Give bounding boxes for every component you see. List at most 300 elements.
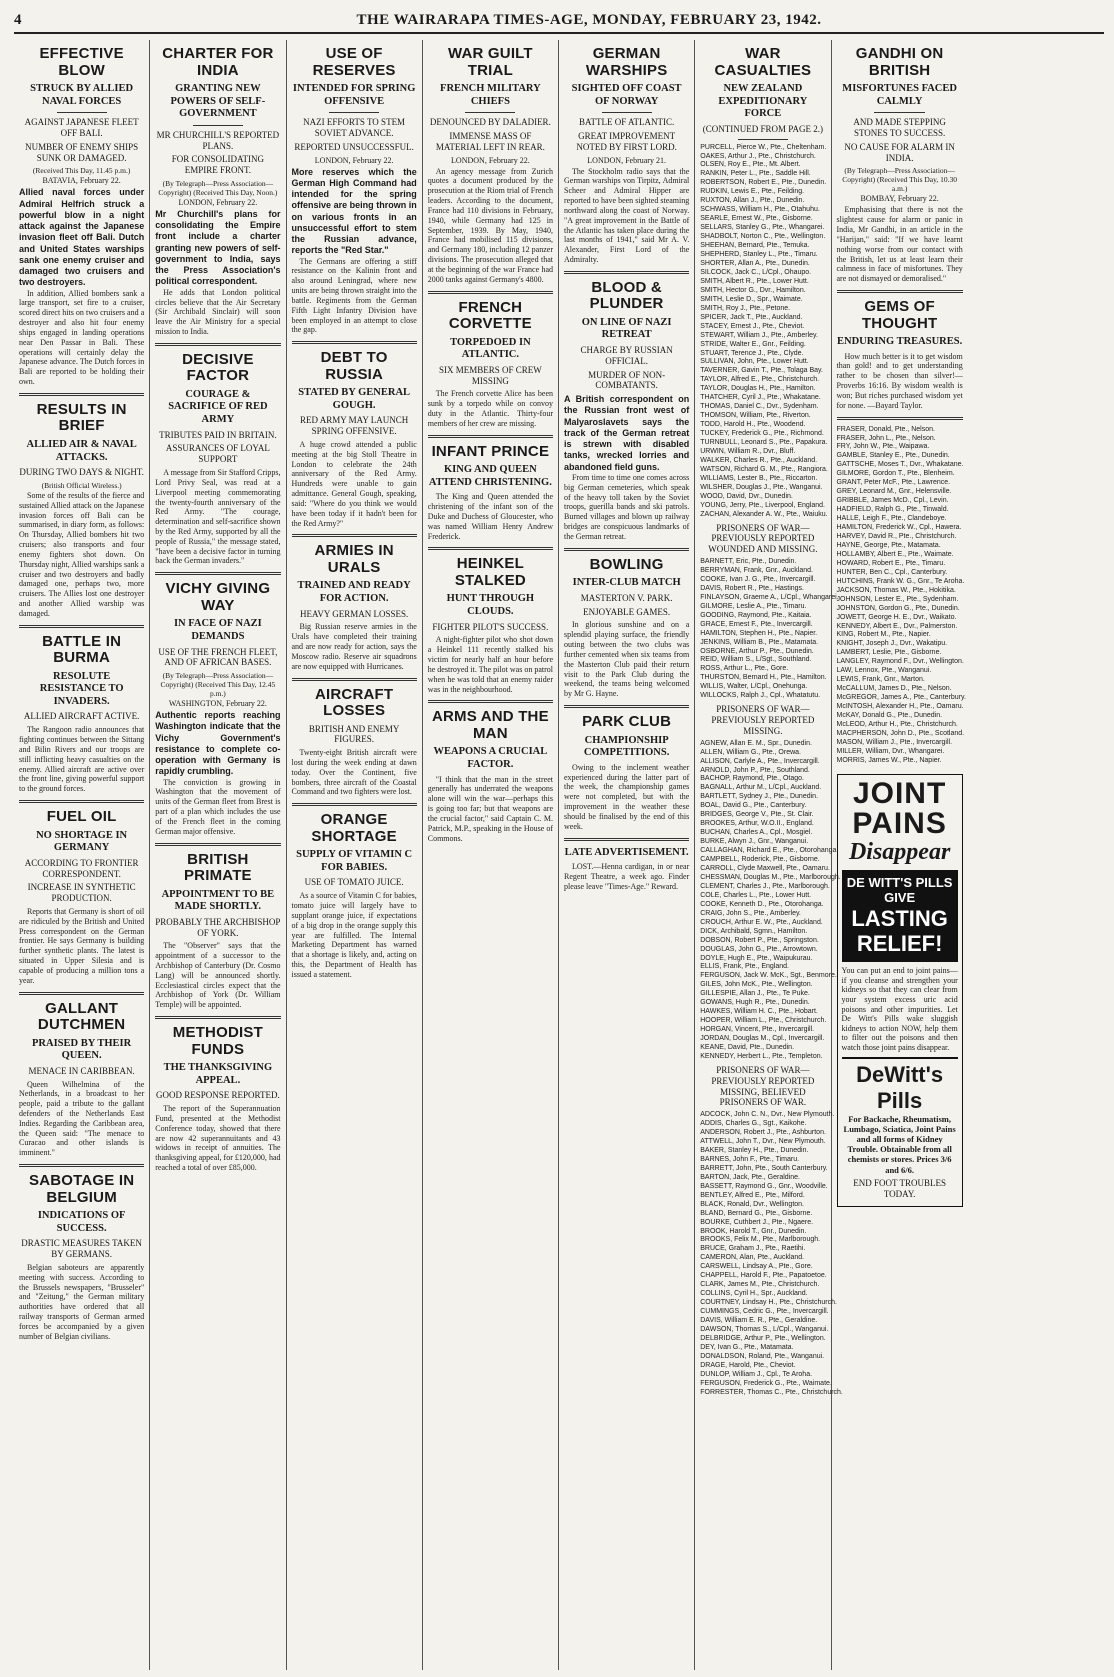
article-body: A message from Sir Stafford Cripps, Lord Privy Seal, was read at a Liverpool meeting commemorating the twenty-fourth anniversary of the Red Army. "The courage, determination and self-sacrifice shown by the Red Army, supported by all the people of Russia," the message stated, "have been a decisive factor in turning back the German invaders." — [155, 468, 281, 566]
list-item: COLLINS, Cyril H., Spr., Auckland. — [700, 1290, 808, 1298]
list-item: HAMILTON, Stephen H., Pte., Napier. — [700, 629, 818, 637]
article-body: The King and Queen attended the christening of the infant son of the Duke and Duchess of Gloucester, who was named William Henry Andrew Frederick. — [427, 492, 553, 541]
list-item: URWIN, William R., Dvr., Bluff. — [700, 447, 796, 455]
subheadline: TRAINED AND READY FOR ACTION. — [297, 580, 411, 605]
list-item: OAKES, Arthur J., Pte., Christchurch. — [700, 152, 816, 160]
deck: ALLIED AIRCRAFT ACTIVE. — [23, 711, 140, 722]
dateline: LONDON, February 22. — [178, 197, 258, 207]
divider — [155, 343, 280, 346]
deck: MURDER OF NON-COMBATANTS. — [588, 369, 666, 391]
lead-paragraph: Allied naval forces under Admiral Helfrich struck a powerful blow in a night attack against the Japanese invasion fleet off Bali. Dutch and United States warships sank one enemy cruiser and damaged two cruisers and two destroyers. — [19, 187, 145, 288]
list-item: FERGUSON, Frederick G., Pte., Waimate. — [700, 1379, 832, 1387]
casualty-list-4 — [700, 1111, 843, 1398]
deck: PROBABLY THE ARCHBISHOP OF YORK. — [155, 916, 281, 938]
headline: INFANT PRINCE — [431, 442, 550, 460]
subheadline: TORPEDOED IN ATLANTIC. — [450, 336, 531, 361]
list-item: AGNEW, Allan E. M., Spr., Dunedin. — [700, 739, 812, 747]
list-item: SILCOCK, Jack C., L/Cpl., Ohaupo. — [700, 268, 812, 276]
list-item: McCALLUM, James D., Pte., Nelson. — [836, 685, 952, 693]
article-body: The "Observer" says that the appointment of a successor to the Archbishop of Canterbury (Dr. Cosmo Lang) will be announced shortly. Ecclesiastical circles expect that the Archbishop of York (Dr. William Temple) will be appointed. — [155, 941, 281, 1010]
headline: BRITISH PRIMATE — [183, 850, 252, 885]
divider — [19, 800, 144, 803]
list-item: WALKER, Charles R., Pte., Auckland. — [700, 456, 818, 464]
credit-line: (British Official Wireless.) — [41, 480, 122, 490]
deck: MASTERTON V. PARK. — [580, 592, 673, 603]
divider — [292, 341, 417, 344]
list-item: WATSON, Richard G. M., Pte., Rangiora. — [700, 465, 828, 473]
list-item: GATTSCHE, Moses T., Dvr., Whakatane. — [836, 461, 964, 469]
list-item: ALLEN, William G., Pte., Orewa. — [700, 748, 801, 756]
ad-tagline: Disappear — [848, 838, 951, 865]
list-item: TODD, Harold H., Pte., Woodend. — [700, 421, 806, 429]
casualty-list-1 — [700, 143, 828, 520]
headline: GERMAN WARSHIPS — [585, 45, 668, 79]
deck: NAZI EFFORTS TO STEM SOVIET ADVANCE. — [303, 117, 406, 138]
deck: FIGHTER PILOT'S SUCCESS. — [432, 621, 549, 632]
headline: BOWLING — [589, 555, 664, 573]
headline: ORANGE SHORTAGE — [311, 811, 397, 845]
dateline: LONDON, February 22. — [451, 155, 530, 165]
headline: FUEL OIL — [46, 808, 117, 826]
headline: GANDHI ON BRITISH — [855, 45, 944, 79]
lead-paragraph: A British correspondent on the Russian front west of Malyaroslavets says the track of the German retreat is strewn with disabled tanks, wrecked lorries and abandoned field guns. — [564, 394, 690, 472]
list-item: STACEY, Ernest J., Pte., Cheviot. — [700, 322, 805, 330]
deck: NUMBER OF ENEMY SHIPS SUNK OR DAMAGED. — [25, 141, 139, 163]
article-body: Emphasising that there is not the slightest cause for alarm or panic in India, Mr Gandhi, in an article in the "Harijan," said: "If we have learnt nothing worse from our contact with the British, let us at least learn their calmness in face of misfortunes. They are not dismayed or demoralised." — [836, 205, 963, 284]
list-item: BOAL, David G., Pte., Canterbury. — [700, 802, 807, 810]
deck: DRASTIC MEASURES TAKEN BY GERMANS. — [21, 1238, 142, 1260]
list-item: LAW, Lennox, Pte., Wanganui. — [836, 667, 932, 675]
article-body: "I think that the man in the street generally has underrated the weapons alone will win the war—perhaps this is going too far; but that weapons are the crucial factor," said Captain C. M. Patrick, M.P., speaking in the House of Commons. — [427, 774, 553, 843]
article-body: The Stockholm radio says that the German warships von Tirpitz, Admiral Scheer and Admiral Hipper are reported to have been sighted steaming northward along the coast of Norway. "A great improvement in the Battle of the Atlantic has taken place during the last months of 1941," said Mr A. V. Alexander, First Lord of the Admiralty. — [564, 166, 690, 265]
list-item: PURCELL, Pierce W., Pte., Cheltenham. — [700, 143, 827, 151]
list-item: SELLARS, Stanley G., Pte., Whangarei. — [700, 224, 825, 232]
list-item: HOLLAMBY, Albert E., Pte., Waimate. — [836, 550, 954, 558]
casualty-list-3 — [700, 739, 841, 1062]
deck: (CONTINUED FROM PAGE 2.) — [702, 123, 823, 134]
headline: VICHY GIVING WAY — [165, 580, 271, 614]
headline: SABOTAGE IN BELGIUM — [28, 1172, 135, 1206]
list-item: BARTLETT, Sydney J., Pte., Dunedin. — [700, 793, 819, 801]
subheadline: RESOLUTE RESISTANCE TO INVADERS. — [39, 670, 124, 707]
list-item: FRY, John W., Pte., Waipawa. — [836, 443, 930, 451]
list-item: THOMAS, Daniel C., Dvr., Sydenham. — [700, 403, 819, 411]
list-item: DONALDSON, Roland, Pte., Wanganui. — [700, 1352, 825, 1360]
article-body: How much better is it to get wisdom than gold! and to get understanding rather to be chosen than silver!—Proverbs 16:16. By wisdom wealth is won; But riches purchased wisdom yet for none. —Bayard Taylor. — [836, 351, 963, 410]
list-item: BRIDGES, George V., Pte., St. Clair. — [700, 811, 814, 819]
list-item: KENNEDY, Albert E., Dvr., Palmerston. — [836, 622, 958, 630]
divider — [564, 271, 689, 274]
classified-ad: LOST.—Henna cardigan, in or near Regent Theatre, a week ago. Finder please leave "Times-Age." Reward. — [564, 862, 690, 891]
article-body: The French corvette Alice has been sunk by a torpedo while on convoy duty in the Atlantic. Thirty-four members of her crew are missing. — [427, 389, 553, 428]
list-item: BARTON, Jack, Pte., Geraldine. — [700, 1173, 800, 1181]
headline: USE OF RESERVES — [312, 45, 396, 79]
list-item: STRIDE, Walter E., Gnr., Feilding. — [700, 340, 806, 348]
deck: INCREASE IN SYNTHETIC PRODUCTION. — [27, 882, 136, 904]
divider — [428, 547, 553, 550]
article-body: A night-fighter pilot who shot down a Heinkel 111 recently stalked his victim for nearly half an hour before he destroyed it. The pilot was on patrol when he was told that an enemy raider was in the neighbourhood. — [427, 635, 553, 694]
list-item: GRACE, Ernest F., Pte., Invercargill. — [700, 620, 813, 628]
list-item: FERGUSON, Jack W. McK., Sgt., Benmore. — [700, 972, 837, 980]
article-body: The Germans are offering a stiff resistance on the Kalinin front and also around Leningrad, where new units are being thrown straight into the battle. Regiments from the German Fifth Light Infantry Division have been employed in an attempt to close the gap. — [291, 256, 417, 335]
subheadline: PRAISED BY THEIR QUEEN. — [32, 1037, 132, 1062]
list-item: JACKSON, Thomas W., Pte., Hokitika. — [836, 586, 956, 594]
list-item: BOURKE, Cuthbert J., Pte., Ngaere. — [700, 1218, 814, 1226]
list-item: SEARLE, Ernest W., Pte., Gisborne. — [700, 215, 813, 223]
list-item: McINTOSH, Alexander H., Pte., Oamaru. — [836, 703, 964, 711]
list-item: BASSETT, Raymond G., Gnr., Woodville. — [700, 1182, 828, 1190]
list-item: TAVERNER, Gavin T., Pte., Tolaga Bay. — [700, 367, 823, 375]
list-item: REID, William S., L/Sgt., Southland. — [700, 656, 812, 664]
article-body: In addition, Allied bombers sank a large transport, set fire to a cruiser, scored direct hits on two cruisers and a destroyer and also hit four enemy ships engaged in landing operations near Den Passar in Bali. These operations will certainly delay the Japanese advance. The Dutch forces in Bali are reported to be holding their own. — [19, 288, 145, 387]
dateline: WASHINGTON, February 22. — [168, 699, 267, 709]
list-item: MORRIS, James W., Pte., Napier. — [836, 756, 942, 764]
subheadline: APPOINTMENT TO BE MADE SHORTLY. — [161, 888, 275, 913]
list-item: SMITH, Roy J., Pte., Petone. — [700, 304, 791, 312]
divider — [57, 112, 107, 113]
list-item: McKAY, Donald G., Pte., Dunedin. — [836, 712, 943, 720]
divider — [428, 700, 553, 703]
list-item: DAWSON, Thomas S., L/Cpl., Wanganui. — [700, 1326, 829, 1334]
list-item: ATTWELL, John T., Dvr., New Plymouth. — [700, 1138, 826, 1145]
list-item: KING, Robert M., Pte., Napier. — [836, 631, 931, 639]
list-item: CROUCH, Arthur E. W., Pte., Auckland. — [700, 918, 823, 926]
list-item: HALLE, Leigh F., Pte., Clandeboye. — [836, 515, 947, 523]
list-item: KENNEDY, Herbert L., Pte., Templeton. — [700, 1053, 823, 1060]
article-body: Some of the results of the fierce and sustained Allied attack on the Japanese invasion forces off Bali can be summarised, in diary form, as follows: On Thursday, Allied bombers hit two cruisers; also transports and four enemy fighters shot down. On Thursday night, Allied warships sank a cruiser and two destroyers and badly damaged one, perhaps two, more cruisers. The Allies lost one destroyer and another Allied warship was damaged. — [19, 490, 145, 618]
list-item: CRAIG, John S., Pte., Amberley. — [700, 909, 801, 917]
list-item: CAMERON, Alan, Pte., Auckland. — [700, 1254, 805, 1262]
list-item: JOWETT, George H. E., Dvr., Waikato. — [836, 613, 957, 621]
list-item: CLEMENT, Charles J., Pte., Marlborough. — [700, 882, 830, 890]
list-item: CAMPBELL, Roderick, Pte., Gisborne. — [700, 856, 820, 864]
headline: HEINKEL STALKED — [454, 555, 526, 589]
list-item: MILLER, William, Dvr., Whangarei. — [836, 747, 945, 755]
deck: RED ARMY MAY LAUNCH SPRING OFFENSIVE. — [299, 415, 409, 437]
deck: BATTLE OF ATLANTIC. — [579, 117, 675, 128]
deck: NO CAUSE FOR ALARM IN INDIA. — [844, 141, 955, 163]
subheadline: STATED BY GENERAL GOUGH. — [298, 387, 411, 411]
divider — [155, 843, 280, 846]
article-body: From time to time one comes across big German cemeteries, which speak of the heavy toll taken by the Soviet troops, guerilla bands and ski patrols. Burned villages and blown up railway bridges are conspicuous landmarks of the German retreat. — [564, 472, 690, 541]
list-item: ELLIS, Frank, Pte., England. — [700, 963, 789, 971]
ad-callout-line1: DE WITT'S PILLS GIVE — [846, 874, 953, 905]
newspaper-title: THE WAIRARAPA TIMES-AGE, MONDAY, FEBRUARY 23, 1942. — [356, 12, 822, 28]
column-7 — [832, 40, 968, 1670]
list-item: CARSWELL, Lindsay A., Pte., Gore. — [700, 1263, 813, 1271]
ad-callout-line2: LASTING RELIEF! — [851, 905, 948, 956]
headline: GALLANT DUTCHMEN — [37, 999, 126, 1034]
list-item: GILMORE, Leslie A., Pte., Timaru. — [700, 602, 807, 610]
divider — [738, 139, 788, 140]
section-heading: PRISONERS OF WAR—PREVIOUSLY REPORTED MISSING. — [711, 704, 815, 736]
list-item: WILSHER, Douglas J., Pte., Wanganui. — [700, 483, 823, 491]
list-item: DAVIS, Robert R., Pte., Hastings. — [700, 584, 804, 592]
list-item: FORRESTER, Thomas C., Pte., Christchurch. — [700, 1388, 843, 1396]
list-item: BURKE, Alwyn J., Gnr., Wanganui. — [700, 838, 809, 846]
deck: IMMENSE MASS OF MATERIAL LEFT IN REAR. — [435, 130, 545, 152]
ad-callout — [842, 870, 958, 962]
credit-line: (By Telegraph—Press Association—Copyright) (Received This Day, Noon.) — [158, 178, 278, 197]
list-item: HAWKES, William H. C., Pte., Hobart. — [700, 1008, 818, 1016]
subheadline: FRENCH MILITARY CHIEFS — [440, 83, 541, 107]
list-item: HOWARD, Robert E., Pte., Timaru. — [836, 559, 946, 567]
list-item: ADDIS, Charles G., Sgt., Kaikohe. — [700, 1120, 807, 1128]
list-item: BROOKES, Arthur, W.O.II., England. — [700, 820, 814, 828]
divider — [837, 417, 963, 420]
column-1 — [14, 40, 150, 1670]
list-item: RANKIN, Peter L., Pte., Saddle Hill. — [700, 170, 811, 178]
list-item: WILLOCKS, Ralph J., Cpl., Whatatutu. — [700, 692, 821, 700]
list-item: TURNBULL, Leonard S., Pte., Papakura. — [700, 439, 828, 447]
deck: MENACE IN CARIBBEAN. — [28, 1065, 135, 1076]
list-item: FRASER, John L., Pte., Nelson. — [836, 434, 936, 442]
divider — [19, 992, 144, 995]
list-item: OSBORNE, Arthur P., Pte., Dunedin. — [700, 647, 814, 655]
subheadline: INTER-CLUB MATCH — [572, 577, 681, 589]
list-item: COOKE, Ivan J. G., Pte., Invercargill. — [700, 575, 816, 583]
column-6 — [695, 40, 843, 1670]
subheadline: THE THANKSGIVING APPEAL. — [163, 1062, 273, 1086]
divider — [155, 1016, 280, 1019]
list-item: OLSEN, Roy E., Pte., Mt. Albert. — [700, 161, 801, 169]
deck: GOOD RESPONSE REPORTED. — [156, 1090, 280, 1101]
deck: DENOUNCED BY DALADIER. — [429, 117, 551, 128]
article-body: Reports that Germany is short of oil are ridiculed by the British and United Press correspondent on the German frontier. He says Germany is building further synthetic plants. The latest is situated in Upper Silesia and is capable of producing a million tons a year. — [19, 906, 145, 985]
columns — [14, 40, 1104, 1670]
list-item: FINLAYSON, Graeme A., L/Cpl., Whangarei. — [700, 593, 839, 601]
subheadline: NEW ZEALAND EXPEDITIONARY FORCE — [718, 83, 808, 120]
list-item: BLACK, Ronald, Dvr., Wellington. — [700, 1200, 805, 1208]
list-item: SHORTER, Allan A., Pte., Dunedin. — [700, 259, 810, 267]
ad-copy: You can put an end to joint pains—if you cleanse and strengthen your kidneys so that they can clear from your system excess uric acid poisons and other impurities. Let De Witt's Pills wake sluggish kidneys to action NOW, help them to filter out the poisons and then watch those joint pains disappear. — [841, 966, 958, 1052]
deck: USE OF TOMATO JUICE. — [304, 877, 404, 888]
dateline: LONDON, February 22. — [314, 155, 394, 165]
headline: PARK CLUB — [582, 713, 672, 731]
divider — [19, 625, 144, 628]
deck: BRITISH AND ENEMY FIGURES. — [308, 723, 400, 745]
list-item: CUMMINGS, Cedric G., Pte., Invercargill. — [700, 1308, 829, 1316]
list-item: ZACHAN, Alexander A. W., Pte., Waiuku. — [700, 510, 828, 518]
list-item: DEY, Ivan G., Pte., Matamata. — [700, 1343, 794, 1351]
list-item: SHEEHAN, Bernard, Pte., Temuka. — [700, 242, 810, 250]
list-item: GRANT, Peter McF., Pte., Lawrence. — [836, 479, 951, 487]
divider — [19, 393, 144, 396]
article-body: In glorious sunshine and on a splendid playing surface, the friendly outing between the two clubs was further cemented when six teams from the Masterton Club paid their return visit to the Park Club during the weekend, the teams being welcomed by Mr G. Hayne. — [564, 620, 690, 699]
list-item: ALLISON, Carlyle A., Pte., Invercargill. — [700, 757, 820, 765]
deck: AGAINST JAPANESE FLEET OFF BALI. — [24, 117, 139, 138]
divider — [874, 112, 925, 113]
list-item: SMITH, Hector G., Dvr., Hamilton. — [700, 286, 806, 294]
subheadline: GRANTING NEW POWERS OF SELF-GOVERNMENT — [170, 83, 266, 120]
column-2 — [150, 40, 286, 1670]
divider — [602, 112, 652, 113]
list-item: SHADBOLT, Norton C., Pte., Wellington. — [700, 233, 826, 241]
article-body: The conviction is growing in Washington that the movement of units of the German fleet from Brest is part of a plan which includes the use of the French fleet in the coming German major offensive. — [155, 777, 281, 836]
list-item: GOODING, Raymond, Pte., Kaitaia. — [700, 611, 812, 619]
list-item: RUDKIN, Lewis E., Pte., Feilding. — [700, 188, 805, 196]
list-item: HORGAN, Vincent, Pte., Invercargill. — [700, 1026, 815, 1034]
list-item: HADFIELD, Ralph G., Pte., Tinwald. — [836, 506, 949, 514]
list-item: ANDERSON, Robert J., Pte., Ashburton. — [700, 1129, 826, 1137]
article-body: A huge crowd attended a public meeting at the big Stoll Theatre in London to celebrate the 24th anniversary of the Red Army. Hundreds were unable to gain admittance. General Gough, speaking, said: "Where do you think we would have been today if it hadn't been for the Red Army?" — [291, 439, 417, 528]
list-item: DELBRIDGE, Arthur P., Pte., Wellington. — [700, 1334, 826, 1342]
lead-paragraph: Authentic reports reaching Washington indicate that the Vichy Government's resistance to complete co-operation with Germany is rapidly crumbling. — [155, 710, 281, 777]
list-item: MASON, William J., Pte., Invercargill. — [836, 738, 953, 746]
article-body: He adds that London political circles believe that the Air Secretary (Sir Archibald Sinclair) will soon leave the Air Ministry for a special mission to India. — [155, 287, 281, 337]
list-item: KEANE, David, Pte., Dunedin. — [700, 1044, 795, 1052]
headline: DEBT TO RUSSIA — [320, 349, 388, 383]
subheadline: WEAPONS A CRUCIAL FACTOR. — [433, 746, 548, 770]
article-body: Belgian saboteurs are apparently meeting with success. According to the Brussels newspapers, "Brusseler" and "Zeitung," the German military authorities have ordered that all railway transports of German armed forces be accompanied by a given number of Belgian civilians. — [19, 1262, 145, 1341]
list-item: ROSS, Arthur L., Pte., Gore. — [700, 665, 789, 673]
headline: CHARTER FOR INDIA — [162, 45, 274, 79]
deck: DURING TWO DAYS & NIGHT. — [19, 467, 144, 478]
list-item: JOHNSON, Lester E., Pte., Sydenham. — [836, 595, 959, 603]
list-item: CALLAGHAN, Richard E., Pte., Otorohanga. — [700, 847, 839, 855]
lead-paragraph: More reserves which the German High Command had intended for the spring offensive are being thrown in on various fronts in an unsuccessful effort to stem the Russian advance, reports the "Red Star." — [291, 166, 417, 256]
headline: AIRCRAFT LOSSES — [314, 685, 394, 720]
casualty-list-2 — [700, 558, 839, 701]
list-item: BENTLEY, Alfred E., Pte., Milford. — [700, 1191, 805, 1199]
divider — [564, 548, 689, 551]
masthead — [14, 10, 1104, 34]
list-item: GRIBBLE, James McD., Cpl., Levin. — [836, 497, 949, 505]
dateline: BOMBAY, February 22. — [860, 194, 939, 204]
list-item: GAMBLE, Stanley E., Pte., Dunedin. — [836, 452, 950, 460]
subheadline: INTENDED FOR SPRING OFFENSIVE — [292, 83, 416, 107]
divider — [19, 1164, 144, 1167]
dateline: BATAVIA, February 22. — [42, 176, 121, 186]
subheadline: SIGHTED OFF COAST OF NORWAY — [571, 83, 682, 107]
list-item: BLAND, Bernard G., Pte., Gisborne. — [700, 1209, 813, 1217]
list-item: CHAPPELL, Harold F., Pte., Papatoetoe. — [700, 1272, 827, 1280]
headline: FRENCH CORVETTE — [448, 298, 532, 333]
list-item: DRAGE, Harold, Pte., Cheviot. — [700, 1361, 796, 1369]
list-item: JORDAN, Douglas M., Cpl., Invercargill. — [700, 1035, 825, 1043]
subheadline: ALLIED AIR & NAVAL ATTACKS. — [26, 438, 137, 463]
deck: ACCORDING TO FRONTIER CORRESPONDENT. — [24, 857, 139, 879]
article-body: Twenty-eight British aircraft were lost during the week ending at dawn today. Over the Continent, five bombers, three aircraft of the Coastal Command and two fighters were lost. — [291, 748, 417, 797]
list-item: DAVIS, William E. R., Pte., Geraldine. — [700, 1317, 818, 1325]
list-item: WILLIAMS, Lester B., Pte., Riccarton. — [700, 474, 818, 482]
headline: WAR GUILT TRIAL — [447, 45, 533, 79]
subheadline: ENDURING TREASURES. — [836, 336, 963, 347]
article-body: Owing to the inclement weather experienced during the latter part of the week, the championship games were not completed, but with the improvement in the weather these should be finalised by the end of this week. — [564, 762, 690, 831]
deck: FOR CONSOLIDATING EMPIRE FRONT. — [171, 154, 264, 176]
list-item: DOBSON, Robert P., Pte., Springston. — [700, 936, 819, 944]
headline: ARMIES IN URALS — [314, 542, 394, 576]
column-5 — [559, 40, 695, 1670]
headline: DECISIVE FACTOR — [182, 350, 254, 385]
subheadline: COURAGE & SACRIFICE OF RED ARMY — [168, 388, 268, 426]
divider — [193, 125, 243, 126]
list-item: DICK, Archibald, Sgmn., Hamilton. — [700, 927, 808, 935]
deck: USE OF THE FRENCH FLEET, AND OF AFRICAN BASES. — [158, 646, 278, 668]
deck: CHARGE BY RUSSIAN OFFICIAL. — [580, 345, 673, 366]
list-item: FRASER, Donald, Pte., Nelson. — [836, 425, 935, 433]
list-item: BARNES, John F., Pte., Timaru. — [700, 1155, 800, 1163]
list-item: ADCOCK, John C. N., Dvr., New Plymouth. — [700, 1111, 835, 1119]
list-item: WILLIS, Walter, L/Cpl., Onehunga. — [700, 683, 808, 691]
list-item: MACPHERSON, John D., Pte., Scotland. — [836, 729, 965, 737]
list-item: SULLIVAN, John, Pte., Lower Hutt. — [700, 358, 809, 366]
ad-headline: JOINT PAINS — [852, 776, 947, 840]
list-item: HAMILTON, Frederick W., Cpl., Hawera. — [836, 524, 962, 532]
divider — [465, 112, 515, 113]
subheadline: LATE ADVERTISEMENT. — [564, 846, 689, 858]
list-item: HARVEY, David R., Pte., Christchurch. — [836, 533, 957, 540]
deck: SIX MEMBERS OF CREW MISSING — [438, 364, 542, 386]
deck: ASSURANCES OF LOYAL SUPPORT — [165, 443, 270, 465]
article-body: As a source of Vitamin C for babies, tomato juice will largely have to supplant orange juice, if expectations of a big drop in the orange supply this year are fulfilled. The Internal Marketing Department has warned that a shortage is likely, and, acting on this, the Department of Health has issued a statement. — [291, 891, 417, 979]
list-item: JENKINS, William B., Pte., Matamata. — [700, 638, 819, 646]
column-3 — [287, 40, 423, 1670]
list-item: GILMORE, Gordon T., Pte., Blenheim. — [836, 470, 955, 478]
list-item: THURSTON, Bernard H., Pte., Hamilton. — [700, 674, 827, 682]
credit-line: (By Telegraph—Press Association—Copyright) (Received This Day, 12.45 p.m.) — [160, 671, 276, 699]
list-item: THOMSON, William, Pte., Riverton. — [700, 412, 811, 420]
headline: ARMS AND THE MAN — [431, 708, 549, 742]
list-item: HOOPER, William L., Pte., Christchurch. — [700, 1017, 827, 1025]
column-4 — [423, 40, 559, 1670]
list-item: KNIGHT, Joseph J., Dvr., Wakatipu. — [836, 640, 948, 648]
section-heading: PRISONERS OF WAR—PREVIOUSLY REPORTED MISSING, BELIEVED PRISONERS OF WAR. — [711, 1064, 815, 1108]
list-item: WOOD, David, Dvr., Dunedin. — [700, 492, 793, 500]
list-item: YOUNG, Jerry, Pte., Liverpool, England. — [700, 501, 826, 509]
article-body: The Rangoon radio announces that fighting continues between the Sittang and Bilin Rivers and our troops are still inflicting heavy casualties on the enemy. Allied aircraft are active over the front line, giving powerful support to the ground forces. — [19, 725, 145, 794]
list-item: STUART, Terence J., Pte., Clyde. — [700, 349, 804, 357]
list-item: HUTCHINS, Frank W. G., Gnr., Te Aroha. — [836, 577, 965, 585]
list-item: BRUCE, Graham J., Pte., Raetihi. — [700, 1245, 806, 1253]
subheadline: SUPPLY OF VITAMIN C FOR BABIES. — [296, 849, 413, 873]
article-body: Queen Wilhelmina of the Netherlands, in a broadcast to her people, paid a tribute to the gallant defenders of the Netherlands East Indies. Regarding the Caribbean area, the Queen said: "The menace to Curacao and other islands is imminent." — [19, 1079, 145, 1158]
headline: WAR CASUALTIES — [714, 45, 812, 79]
list-item: CHESSMAN, Douglas M., Pte., Marlborough. — [700, 873, 841, 881]
dateline: LONDON, February 21. — [587, 155, 666, 165]
list-item: HAYNE, George, Pte., Matamata. — [836, 541, 941, 549]
subheadline: HUNT THROUGH CLOUDS. — [446, 593, 535, 618]
list-item: LEWIS, Frank, Gnr., Marton. — [836, 676, 925, 684]
list-item: BARRETT, John, Pte., South Canterbury. — [700, 1164, 828, 1172]
ad-footer: END FOOT TROUBLES TODAY. — [853, 1177, 946, 1199]
list-item: TAYLOR, Douglas H., Pte., Hamilton. — [700, 385, 816, 393]
ad-brand: DeWitt's Pills — [842, 1057, 958, 1114]
list-item: THATCHER, Cyril J., Pte., Whakatane. — [700, 394, 821, 402]
deck: MR CHURCHILL'S REPORTED PLANS. — [156, 129, 280, 151]
list-item: ARNOLD, John P., Pte., Southland. — [700, 766, 810, 774]
subheadline: ON LINE OF NAZI RETREAT — [581, 316, 672, 341]
subheadline: IN FACE OF NAZI DEMANDS — [173, 618, 262, 642]
dewitts-pills-advertisement — [837, 774, 963, 1208]
list-item: CARROLL, Clyde Maxwell, Pte., Oamaru. — [700, 864, 830, 872]
divider — [292, 534, 417, 537]
divider — [428, 291, 553, 294]
list-item: TUCKEY, Frederick G., Pte., Richmond. — [700, 430, 824, 438]
deck: ENJOYABLE GAMES. — [583, 606, 671, 617]
list-item: SPICER, Jack T., Pte., Auckland. — [700, 313, 803, 321]
list-item: SHEPHERD, Stanley L., Pte., Timaru. — [700, 251, 818, 259]
divider — [428, 435, 553, 438]
list-item: BARNETT, Eric, Pte., Dunedin. — [700, 558, 797, 565]
divider — [564, 838, 689, 841]
list-item: JOHNSTON, Gordon G., Pte., Dunedin. — [836, 604, 960, 612]
list-item: STEWART, William J., Pte., Amberley. — [700, 331, 818, 339]
credit-line: (Received This Day, 11.45 p.m.) — [32, 166, 131, 176]
list-item: BROOK, Harold T., Gnr., Dunedin. — [700, 1227, 807, 1235]
ad-uses: For Backache, Rheumatism, Lumbago, Sciatica, Joint Pains and all forms of Kidney Trouble. Obtainable from all chemists or stores. Prices 3/6 and 6/6. — [843, 1113, 956, 1175]
divider — [329, 112, 379, 113]
